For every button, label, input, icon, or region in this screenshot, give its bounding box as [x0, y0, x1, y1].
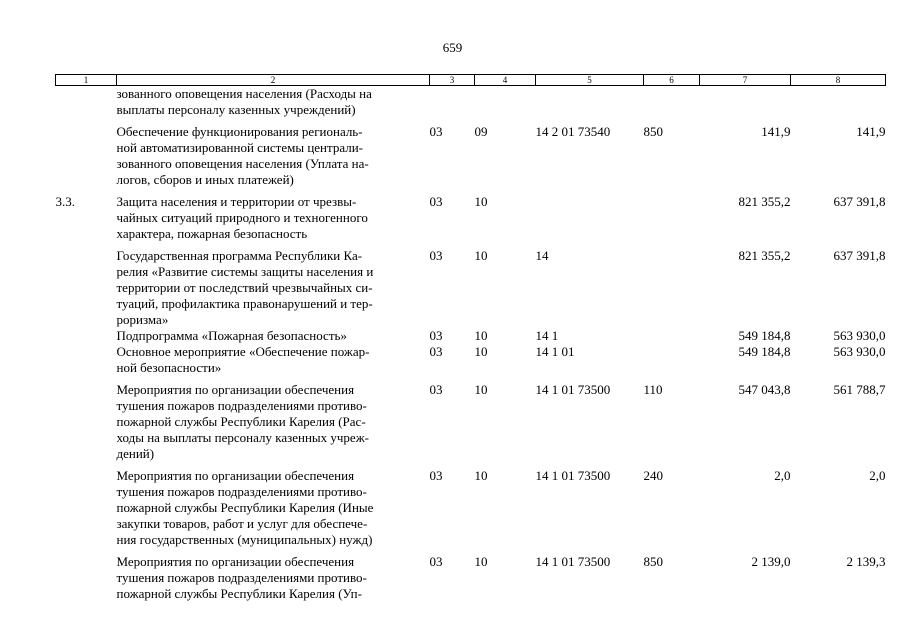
item-name-line: дений) [116, 446, 155, 461]
row-number-cell [56, 376, 117, 462]
target-article-cell: 14 1 01 73500 [535, 468, 611, 483]
item-name-line: Подпрограмма «Пожарная безопасность» [116, 328, 347, 343]
subsection-code-cell: 10 [474, 382, 488, 397]
item-name-line: чайных ситуаций природного и техногенного [116, 210, 368, 225]
item-name-line: релия «Развитие системы защиты населения и [116, 264, 374, 279]
item-name-cell [117, 188, 430, 242]
item-name-line: пожарной службы Республики Карелия (Рас- [116, 414, 366, 429]
row-number-cell [56, 86, 117, 119]
section-code-cell: 03 [429, 248, 443, 263]
expense-type-cell [644, 242, 700, 328]
column-header: 3 [430, 75, 475, 86]
amount-year1-cell: 2,0 [774, 468, 791, 483]
item-name-cell [117, 462, 430, 548]
table-row [56, 376, 886, 462]
amount-year2-cell: 2 139,3 [846, 554, 886, 569]
expense-type-cell [644, 86, 700, 119]
item-name-line: ной безопасности» [116, 360, 222, 375]
column-number-header [56, 75, 886, 86]
item-name-line: роризма» [116, 312, 169, 327]
expense-type-cell: 850 [643, 554, 663, 569]
item-name-line: логов, сборов и иных платежей) [116, 172, 294, 187]
row-number-cell [56, 344, 117, 376]
item-name-line: тушения пожаров подразделениями противо- [116, 398, 367, 413]
row-number-cell [56, 118, 117, 188]
item-name-line: ния государственных (муниципальных) нужд) [116, 532, 373, 547]
section-code-cell: 03 [429, 554, 443, 569]
section-code-cell: 03 [429, 328, 443, 343]
item-name-line: Обеспечение функционирования региональ- [116, 124, 363, 139]
expense-type-cell: 110 [643, 382, 663, 397]
target-article-cell: 14 [535, 248, 549, 263]
section-code-cell: 03 [429, 468, 443, 483]
subsection-code-cell: 10 [474, 194, 488, 209]
expense-type-cell [644, 328, 700, 344]
amount-year2-cell: 563 930,0 [833, 328, 886, 343]
table-row [56, 188, 886, 242]
item-name-line: выплаты персоналу казенных учреждений) [116, 102, 356, 117]
item-name-cell [117, 118, 430, 188]
item-name-cell [117, 548, 430, 602]
amount-year1-cell: 821 355,2 [738, 194, 791, 209]
item-name-line: пожарной службы Республики Карелия (Иные [116, 500, 374, 515]
row-number-cell [56, 462, 117, 548]
amount-year1-cell: 2 139,0 [751, 554, 791, 569]
table-row [56, 328, 886, 344]
amount-year2-cell: 141,9 [856, 124, 886, 139]
item-name-line: характера, пожарная безопасность [116, 226, 308, 241]
expense-type-cell [644, 344, 700, 376]
amount-year2-cell: 2,0 [869, 468, 886, 483]
item-name-line: ходы на выплаты персоналу казенных учреж- [116, 430, 370, 445]
row-number-cell [56, 328, 117, 344]
item-name-cell [117, 344, 430, 376]
subsection-code-cell [475, 86, 536, 119]
column-header: 7 [700, 75, 791, 86]
subsection-code-cell: 10 [474, 328, 488, 343]
row-number-cell [56, 242, 117, 328]
column-header: 5 [536, 75, 644, 86]
target-article-cell: 14 1 [535, 328, 559, 343]
item-name-line: Государственная программа Республики Ка- [116, 248, 363, 263]
item-name-line: туаций, профилактика правонарушений и тер- [116, 296, 373, 311]
item-name-line: зованного оповещения населения (Уплата на- [116, 156, 369, 171]
table-row [56, 242, 886, 328]
amount-year1-cell: 547 043,8 [738, 382, 791, 397]
item-name-line: Основное мероприятие «Обеспечение пожар- [116, 344, 370, 359]
table-row [56, 344, 886, 376]
item-name-line: Мероприятия по организации обеспечения [116, 468, 355, 483]
amount-year2-cell: 637 391,8 [833, 248, 886, 263]
item-name-line: Мероприятия по организации обеспечения [116, 382, 355, 397]
subsection-code-cell: 10 [474, 248, 488, 263]
section-code-cell: 03 [429, 124, 443, 139]
item-name-line: зованного оповещения населения (Расходы на [116, 86, 372, 101]
column-header: 6 [644, 75, 700, 86]
item-name-line: территории от последствий чрезвычайных си- [116, 280, 373, 295]
amount-year2-cell: 637 391,8 [833, 194, 886, 209]
subsection-code-cell: 10 [474, 468, 488, 483]
item-name-cell [117, 242, 430, 328]
target-article-cell: 14 1 01 73500 [535, 382, 611, 397]
amount-year2-cell [791, 86, 886, 119]
page-number: 659 [442, 40, 463, 55]
column-header: 2 [117, 75, 430, 86]
subsection-code-cell: 09 [474, 124, 488, 139]
column-header: 1 [56, 75, 117, 86]
item-name-cell [117, 376, 430, 462]
budget-table [55, 74, 886, 602]
amount-year1-cell: 549 184,8 [738, 328, 791, 343]
column-header: 8 [791, 75, 886, 86]
item-name-line: тушения пожаров подразделениями противо- [116, 484, 367, 499]
table-row [56, 86, 886, 119]
subsection-code-cell: 10 [474, 554, 488, 569]
section-code-cell: 03 [429, 382, 443, 397]
table-row [56, 548, 886, 602]
expense-type-cell: 850 [643, 124, 663, 139]
amount-year2-cell: 561 788,7 [833, 382, 886, 397]
item-name-cell [117, 328, 430, 344]
subsection-code-cell: 10 [474, 344, 488, 359]
amount-year1-cell: 141,9 [761, 124, 791, 139]
item-name-line: ной автоматизированной системы централи- [116, 140, 364, 155]
section-code-cell: 03 [429, 194, 443, 209]
target-article-cell [536, 86, 644, 119]
target-article-cell [536, 188, 644, 242]
row-number-cell: 3.3. [55, 194, 75, 209]
section-code-cell [430, 86, 475, 119]
table-row [56, 462, 886, 548]
amount-year1-cell: 821 355,2 [738, 248, 791, 263]
item-name-line: Защита населения и территории от чрезвы- [116, 194, 357, 209]
table-row [56, 118, 886, 188]
section-code-cell: 03 [429, 344, 443, 359]
item-name-line: пожарной службы Республики Карелия (Уп- [116, 586, 362, 601]
amount-year1-cell [700, 86, 791, 119]
item-name-line: Мероприятия по организации обеспечения [116, 554, 355, 569]
item-name-cell [117, 86, 430, 119]
target-article-cell: 14 2 01 73540 [535, 124, 611, 139]
item-name-line: тушения пожаров подразделениями противо- [116, 570, 367, 585]
item-name-line: закупки товаров, работ и услуг для обеспече- [116, 516, 368, 531]
row-number-cell [56, 548, 117, 602]
target-article-cell: 14 1 01 [535, 344, 575, 359]
amount-year2-cell: 563 930,0 [833, 344, 886, 359]
amount-year1-cell: 549 184,8 [738, 344, 791, 359]
expense-type-cell: 240 [643, 468, 663, 483]
target-article-cell: 14 1 01 73500 [535, 554, 611, 569]
expense-type-cell [644, 188, 700, 242]
column-header: 4 [475, 75, 536, 86]
